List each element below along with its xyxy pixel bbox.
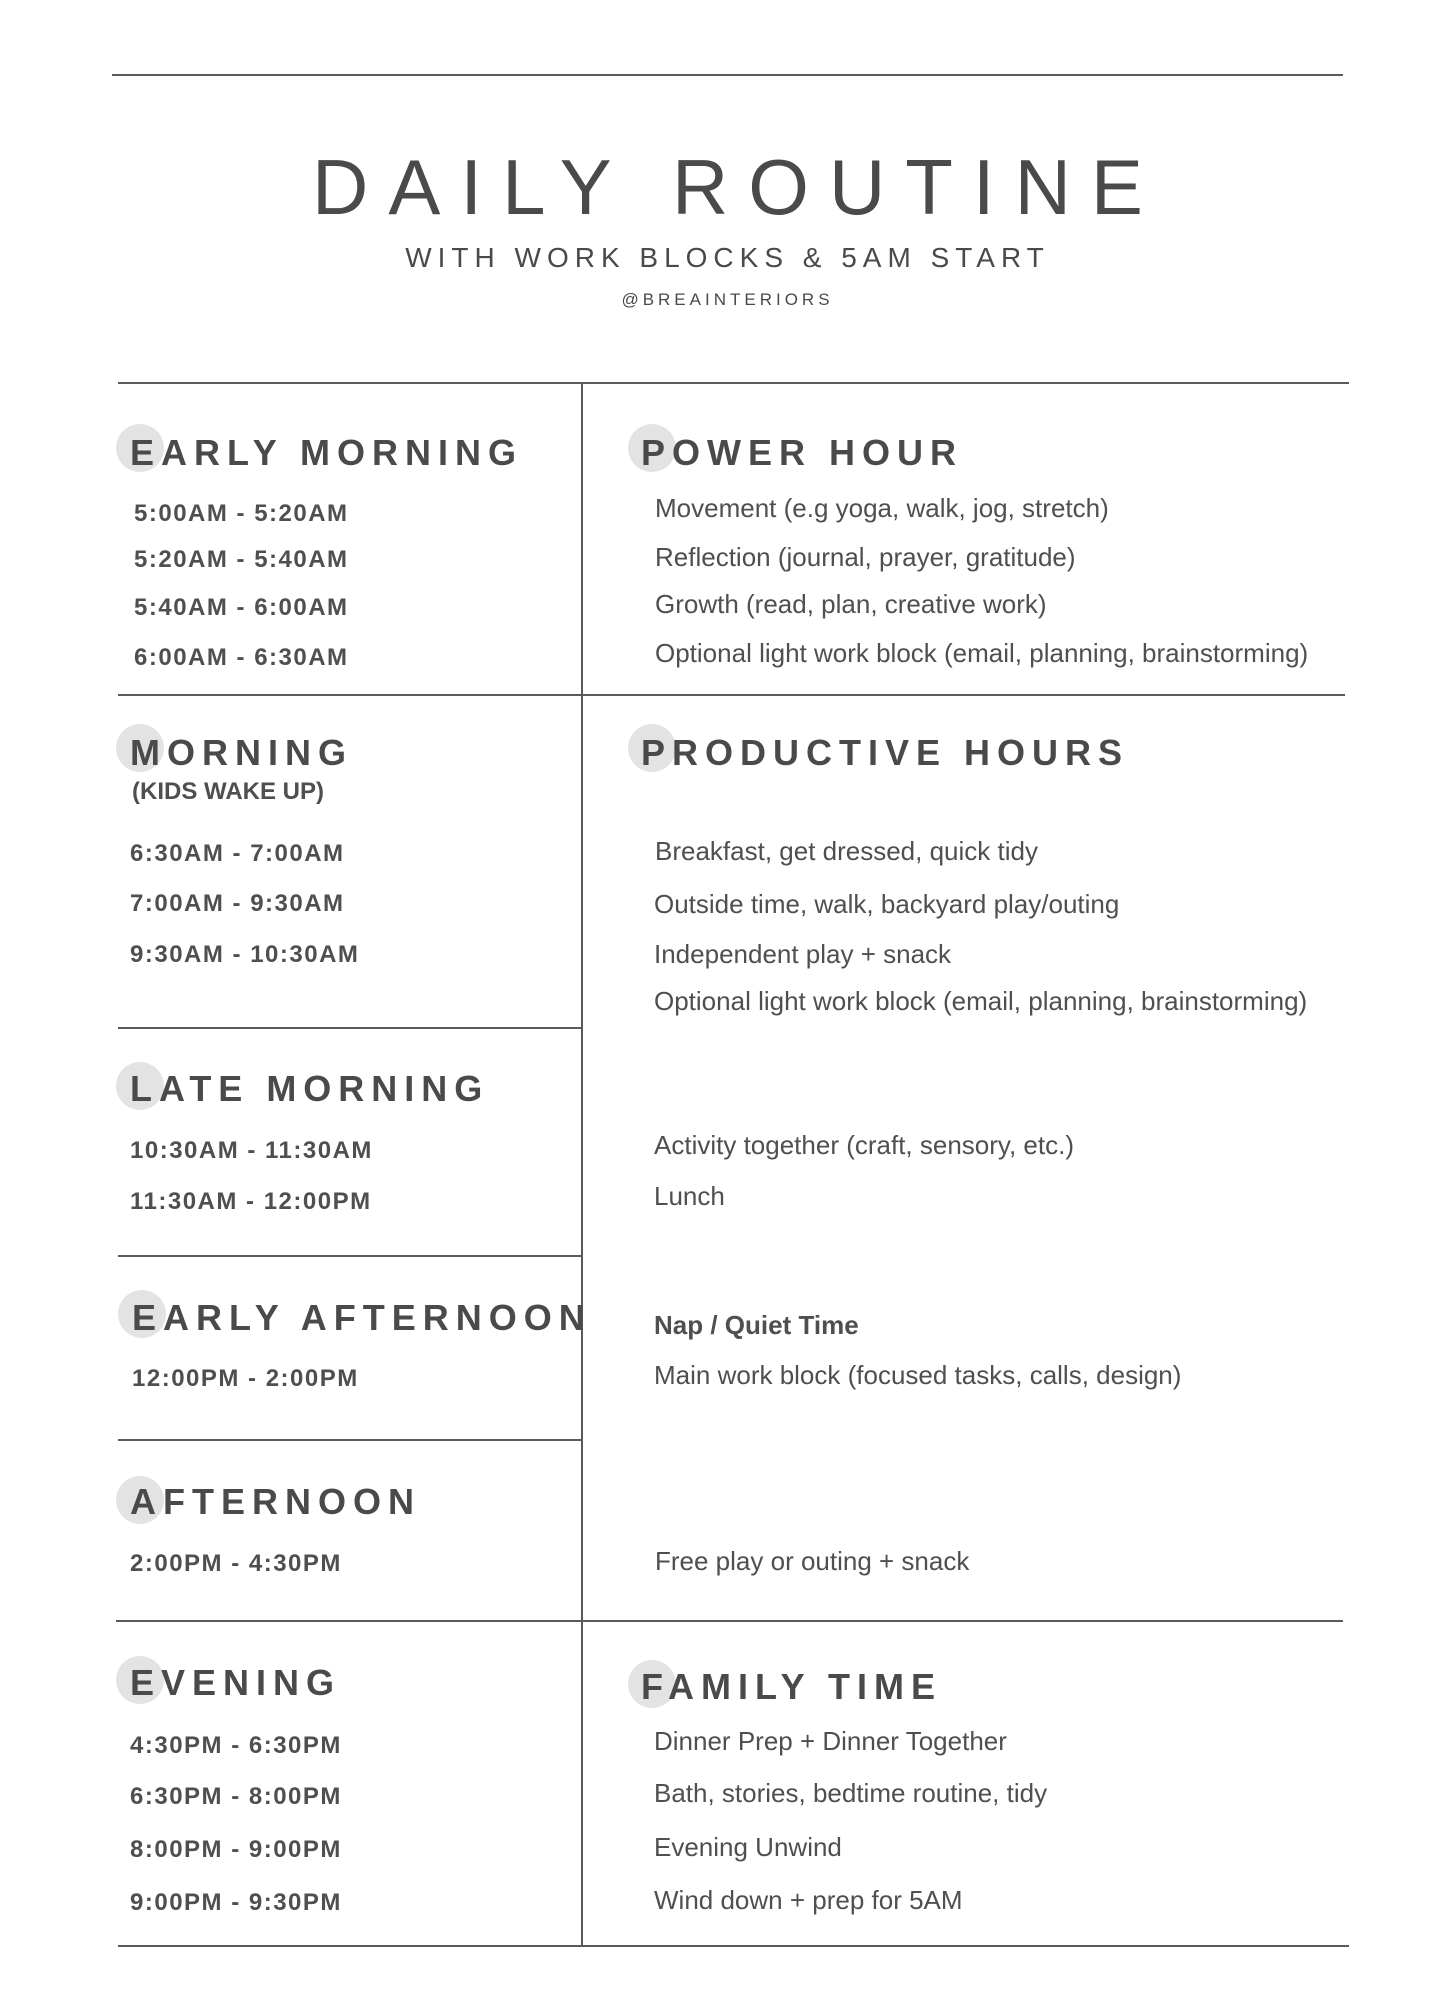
time-slot: 9:00PM - 9:30PM — [130, 1889, 342, 1916]
page-title: DAILY ROUTINE — [312, 143, 1163, 231]
section-heading-early-morning: EARLY MORNING — [130, 432, 524, 473]
task-item: Optional light work block (email, planning, brainstorming) — [654, 986, 1308, 1016]
time-slot: 11:30AM - 12:00PM — [130, 1188, 372, 1215]
row-divider-3 — [118, 1255, 581, 1257]
task-item-emphasis: Nap / Quiet Time — [654, 1310, 859, 1340]
section-heading-afternoon: AFTERNOON — [130, 1481, 421, 1522]
block-heading-family-time: FAMILY TIME — [641, 1666, 943, 1707]
time-slot: 4:30PM - 6:30PM — [130, 1732, 342, 1759]
row-divider-5 — [116, 1620, 1343, 1622]
time-slot: 10:30AM - 11:30AM — [130, 1137, 373, 1164]
task-item: Outside time, walk, backyard play/outing — [654, 889, 1120, 919]
time-slot: 5:20AM - 5:40AM — [134, 546, 349, 573]
time-slot: 12:00PM - 2:00PM — [132, 1365, 359, 1392]
column-divider — [581, 382, 583, 1947]
time-slot: 9:30AM - 10:30AM — [130, 941, 360, 968]
task-item: Main work block (focused tasks, calls, design) — [654, 1360, 1182, 1390]
top-rule — [112, 74, 1343, 76]
section-heading-late-morning: LATE MORNING — [130, 1068, 490, 1109]
row-divider-1 — [118, 694, 1345, 696]
section-note-kids-wake-up: (KIDS WAKE UP) — [132, 778, 324, 805]
time-slot: 5:00AM - 5:20AM — [134, 500, 349, 527]
task-item: Movement (e.g yoga, walk, jog, stretch) — [655, 493, 1109, 523]
table-top-rule — [118, 382, 1349, 384]
task-item: Reflection (journal, prayer, gratitude) — [655, 542, 1076, 572]
task-item: Breakfast, get dressed, quick tidy — [655, 836, 1038, 866]
row-divider-4 — [118, 1439, 581, 1441]
task-item: Optional light work block (email, planning, brainstorming) — [655, 638, 1309, 668]
section-heading-evening: EVENING — [130, 1662, 342, 1703]
task-item: Growth (read, plan, creative work) — [655, 589, 1047, 619]
author-handle: @BREAINTERIORS — [621, 290, 834, 309]
section-heading-morning: MORNING — [130, 732, 353, 773]
block-heading-power-hour: POWER HOUR — [641, 432, 963, 473]
row-divider-2 — [118, 1027, 581, 1029]
time-slot: 6:30AM - 7:00AM — [130, 840, 345, 867]
time-slot: 5:40AM - 6:00AM — [134, 594, 349, 621]
task-item: Activity together (craft, sensory, etc.) — [654, 1130, 1074, 1160]
task-item: Dinner Prep + Dinner Together — [654, 1726, 1007, 1756]
time-slot: 6:00AM - 6:30AM — [134, 644, 349, 671]
section-heading-early-afternoon: EARLY AFTERNOON — [132, 1297, 592, 1338]
time-slot: 8:00PM - 9:00PM — [130, 1836, 342, 1863]
task-item: Lunch — [654, 1181, 725, 1211]
task-item: Free play or outing + snack — [655, 1546, 970, 1576]
time-slot: 6:30PM - 8:00PM — [130, 1783, 342, 1810]
page-subtitle: WITH WORK BLOCKS & 5AM START — [405, 242, 1050, 273]
table-bottom-rule — [118, 1945, 1349, 1947]
task-item: Wind down + prep for 5AM — [654, 1885, 963, 1915]
task-item: Independent play + snack — [654, 939, 952, 969]
block-heading-productive-hours: PRODUCTIVE HOURS — [641, 732, 1130, 773]
task-item: Evening Unwind — [654, 1832, 842, 1862]
task-item: Bath, stories, bedtime routine, tidy — [654, 1778, 1048, 1808]
time-slot: 7:00AM - 9:30AM — [130, 890, 345, 917]
time-slot: 2:00PM - 4:30PM — [130, 1550, 342, 1577]
